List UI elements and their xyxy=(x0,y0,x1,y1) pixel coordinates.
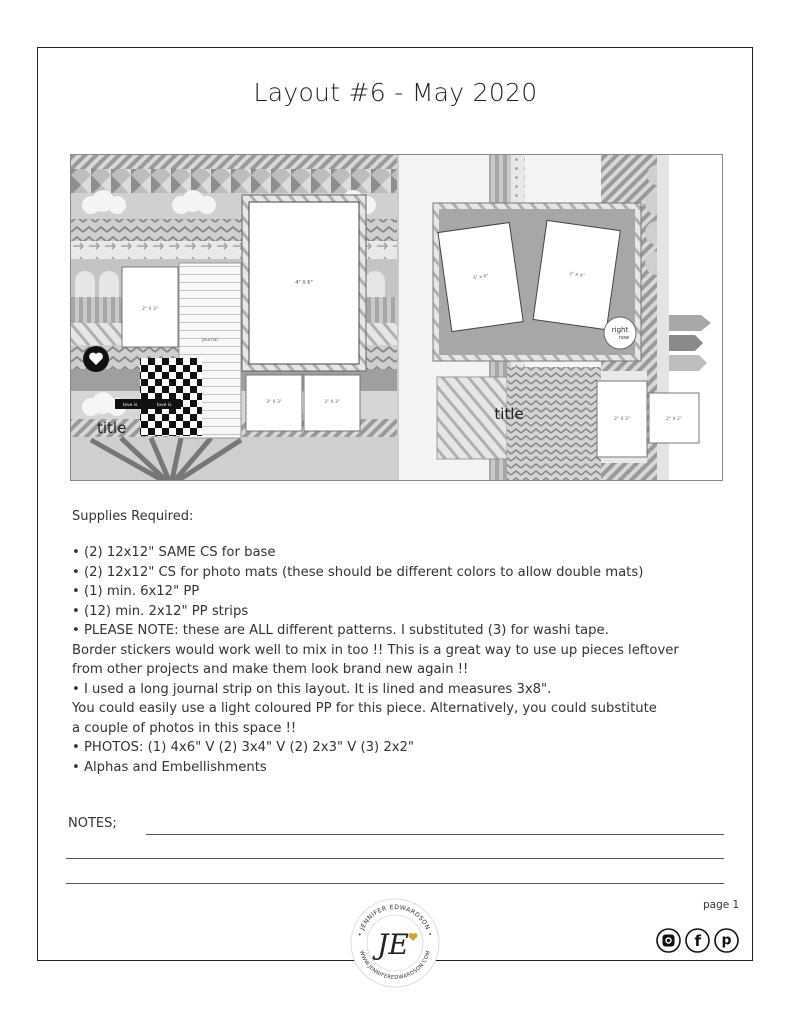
notes-label: NOTES; xyxy=(68,816,117,831)
photo-3x3-a-label: 3" X 3" xyxy=(266,400,282,405)
supply-item: • Alphas and Embellishments xyxy=(72,759,267,775)
badge-line1: right xyxy=(611,326,629,334)
page-number: page 1 xyxy=(703,899,740,911)
supply-item: • (2) 12x12" SAME CS for base xyxy=(72,545,276,560)
photo-2x3-right-label: 2" X 3" xyxy=(614,417,630,422)
supply-item: a couple of photos in this space !! xyxy=(72,720,297,736)
photo-3x3-b-label: 3" X 3" xyxy=(324,400,340,405)
brand-logo xyxy=(349,897,441,989)
supply-item: • (12) min. 2x12" PP strips xyxy=(72,603,249,619)
supplies-heading: Supplies Required: xyxy=(72,509,194,524)
layout-sketch xyxy=(71,155,723,481)
supplies-list xyxy=(72,543,679,777)
journal-label: Journal xyxy=(202,338,218,343)
supply-item: • I used a long journal strip on this layout. It is lined and measures 3x8". xyxy=(72,681,552,697)
notes-line xyxy=(66,883,724,884)
tag-text-2: love is xyxy=(157,403,172,408)
page-title: Layout #6 - May 2020 xyxy=(253,78,538,107)
facebook-icon[interactable] xyxy=(685,928,710,953)
supply-item: • PHOTOS: (1) 4x6" V (2) 3x4" V (2) 2x3" V (3) 2x2" xyxy=(72,740,414,755)
title-text-left: title xyxy=(97,419,127,437)
photo-3x4-a-label: 3" x 4" xyxy=(472,273,489,282)
pinterest-glyph: p xyxy=(721,932,732,949)
notes-line xyxy=(66,858,724,859)
supply-item: • (2) 12x12" CS for photo mats (these should be different colors to allow double mats) xyxy=(72,564,644,580)
supply-item: • PLEASE NOTE: these are ALL different patterns. I substituted (3) for washi tape. xyxy=(72,623,609,638)
logo-monogram: JE xyxy=(377,928,409,961)
supply-item: Border stickers would work well to mix in too !! This is a great way to use up pieces leftover xyxy=(72,642,679,658)
notes-line xyxy=(146,834,724,835)
logo-ring-top: • JENNIFER EDWARDSON • xyxy=(356,903,434,938)
badge-line2: now xyxy=(618,335,630,341)
facebook-glyph: f xyxy=(694,932,702,950)
pinterest-icon[interactable] xyxy=(714,928,739,953)
supply-item: from other projects and make them look brand new again !! xyxy=(72,662,469,677)
photo-4x6-label: 4" X 6" xyxy=(295,280,313,286)
tag-text-1: love is xyxy=(123,403,138,408)
layout-preview xyxy=(70,154,723,481)
instagram-icon[interactable] xyxy=(656,928,681,953)
photo-3x4-b-label: 3" X 4" xyxy=(568,271,585,280)
title-text-right: title xyxy=(494,405,524,423)
photo-2x3-left-label: 2" X 3" xyxy=(142,307,158,312)
supply-item: You could easily use a light coloured PP for this piece. Alternatively, you could substitute xyxy=(72,701,657,716)
supply-item: • (1) min. 6x12" PP xyxy=(72,584,200,599)
logo-ring-bottom: WWW.JENNIFEREDWARDSON.COM xyxy=(357,949,433,982)
photo-2x2-label: 2" X 2" xyxy=(666,417,682,422)
